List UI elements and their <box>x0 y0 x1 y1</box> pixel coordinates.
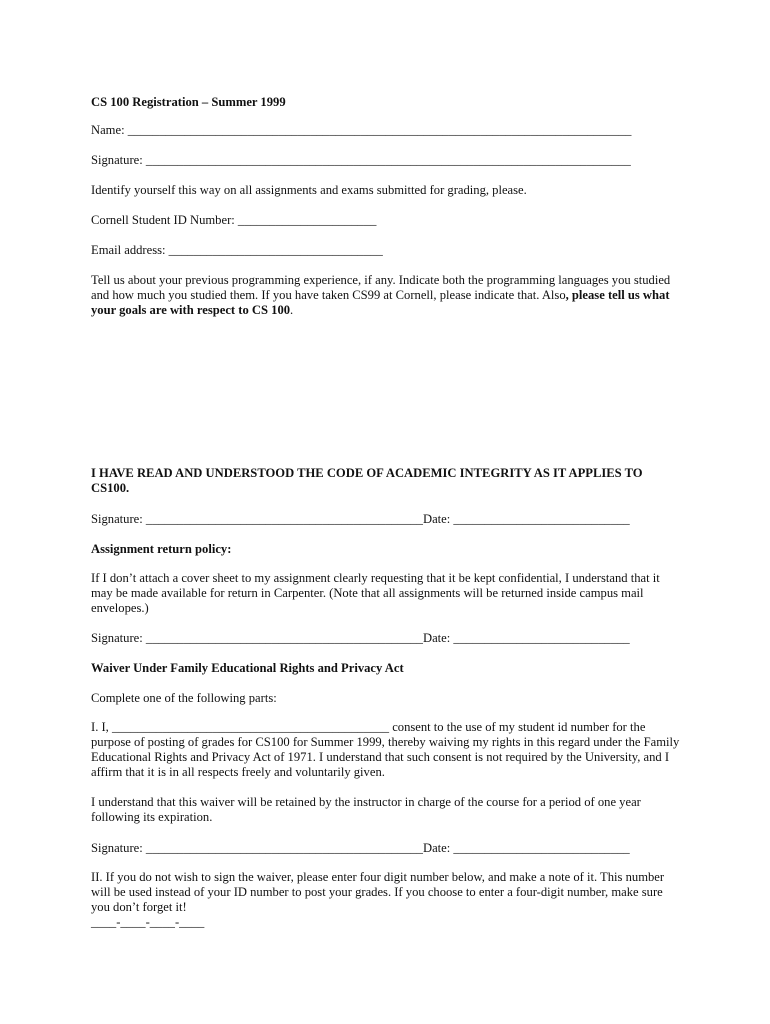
name-field-line: Name: ________________________________________________________________________________ <box>91 123 632 137</box>
experience-prompt <box>91 273 681 318</box>
waiver-part-one-text: I. I, ____________________________________________ consent to the use of my student id number for the purpose of posting of grades for CS100 for Summer 1999, thereby waiving my rights in this regard under the Family Educational Rights and Privacy Act of 1971. I understand that such consent is not required by the University, and I affirm that it is in all respects freely and voluntarily given. <box>91 720 680 779</box>
signature-date-line-integrity: Signature: ____________________________________________Date: ____________________________ <box>91 512 630 526</box>
four-digit-number-blanks: ____-____-____-____ <box>91 915 205 929</box>
experience-goals-text: , please tell us what your goals are with respect to CS 100 <box>91 288 670 317</box>
return-policy-text: If I don’t attach a cover sheet to my assignment clearly requesting that it be kept confidential, I understand that it may be made available for return in Carpenter. (Note that all assignments will be returned inside campus mail envelopes.) <box>91 571 660 615</box>
student-id-field-line: Cornell Student ID Number: ______________________ <box>91 213 377 227</box>
experience-prompt-end: . <box>290 303 294 317</box>
form-title: CS 100 Registration – Summer 1999 <box>91 95 286 109</box>
experience-prompt-text: Tell us about your previous programming experience, if any. Indicate both the programming languages you studied and how much you studied them. If you have taken CS99 at Cornell, please indicate that. Also <box>91 273 671 302</box>
email-field-line: Email address: __________________________________ <box>91 243 383 257</box>
waiver-part-two-text: II. If you do not wish to sign the waiver, please enter four digit number below, and make a note of it. This number will be used instead of your ID number to post your grades. If you choose to enter a four-digit number, make sure you don’t forget it! <box>91 870 665 914</box>
waiver-heading: Waiver Under Family Educational Rights and Privacy Act <box>91 661 404 675</box>
waiver-retention-text: I understand that this waiver will be retained by the instructor in charge of the course for a period of one year following its expiration. <box>91 795 641 824</box>
identify-note: Identify yourself this way on all assignments and exams submitted for grading, please. <box>91 183 527 197</box>
signature-field-line: Signature: _____________________________________________________________________________ <box>91 153 631 167</box>
signature-date-line-return-policy: Signature: ____________________________________________Date: ____________________________ <box>91 631 630 645</box>
complete-one-instruction: Complete one of the following parts: <box>91 691 277 705</box>
return-policy-heading: Assignment return policy: <box>91 542 232 556</box>
integrity-heading: I HAVE READ AND UNDERSTOOD THE CODE OF ACADEMIC INTEGRITY AS IT APPLIES TO CS100. <box>91 466 643 495</box>
signature-date-line-waiver: Signature: ____________________________________________Date: ____________________________ <box>91 841 630 855</box>
